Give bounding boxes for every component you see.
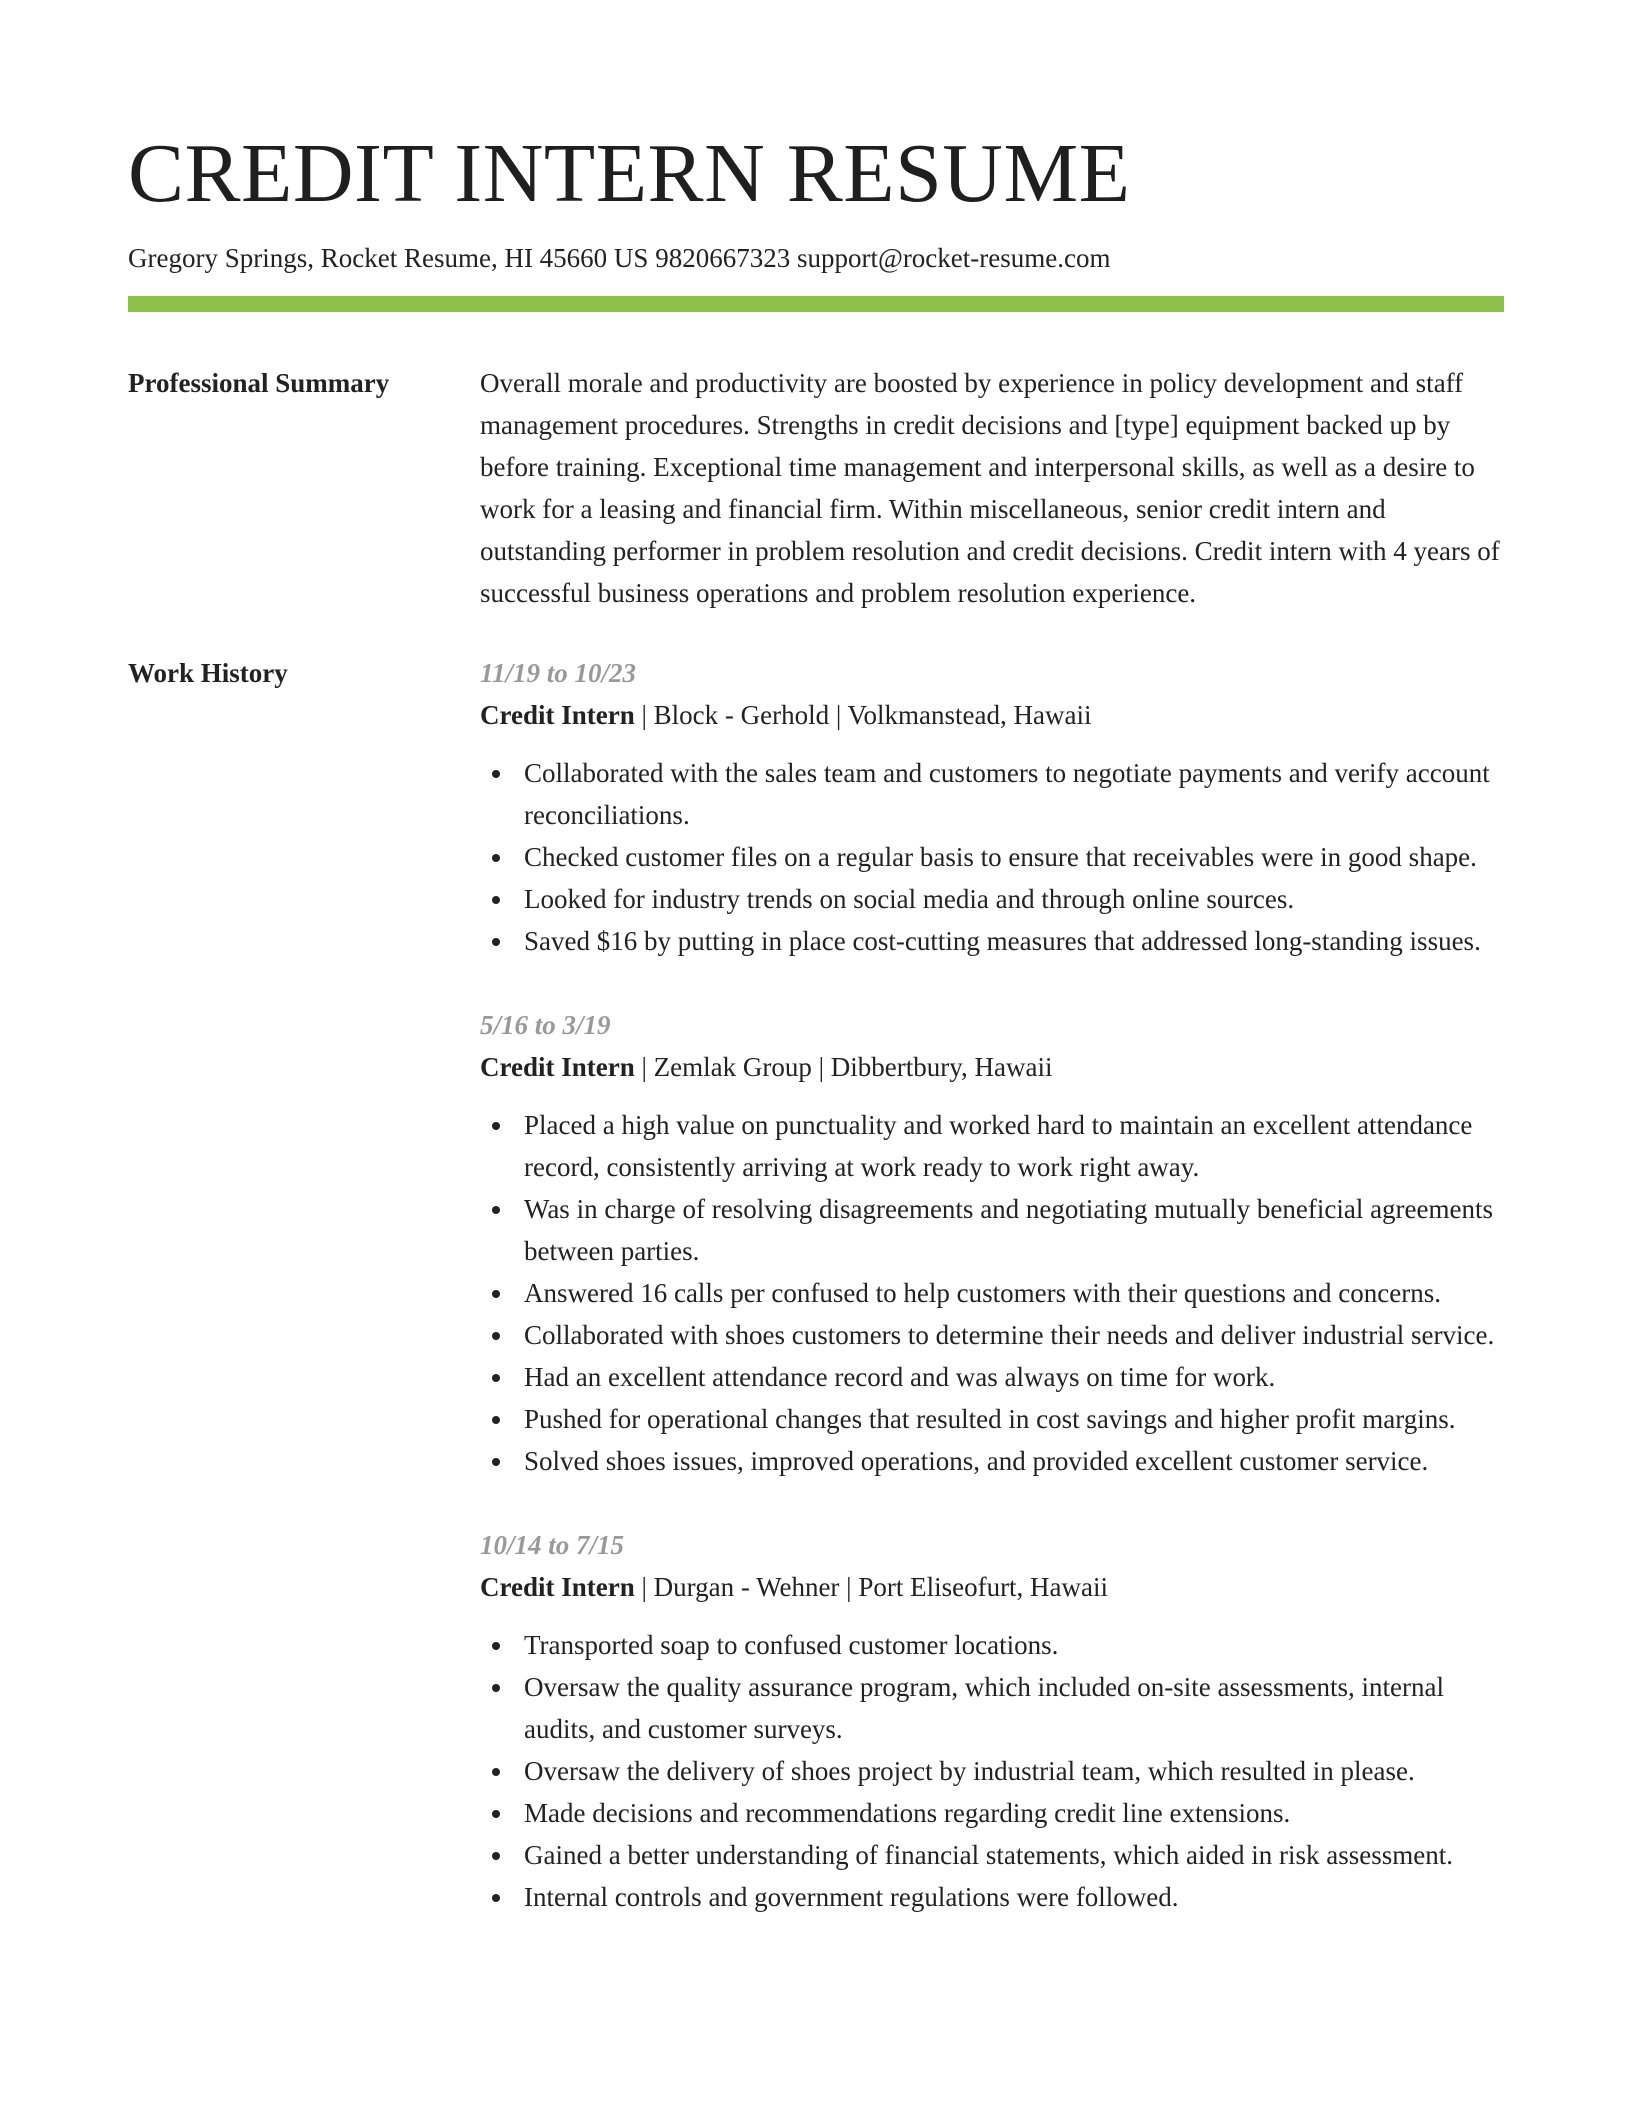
bullet-dot-icon [492,1684,500,1692]
list-item [480,1876,1504,1918]
bullet-text: Looked for industry trends on social media and through online sources. [524,884,1295,915]
list-item [480,920,1504,962]
list-item [480,836,1504,878]
bullet-text: Oversaw the delivery of shoes project by industrial team, which resulted in please. [524,1756,1415,1787]
bullet-dot-icon [492,1374,500,1382]
bullet-text: Oversaw the quality assurance program, which included on-site assessments, internal audits, and customer surveys. [524,1672,1444,1745]
job-dates: 5/16 to 3/19 [480,1010,611,1041]
job-employer-location: | Zemlak Group | Dibbertbury, Hawaii [634,1052,1053,1083]
list-item [480,878,1504,920]
bullet-text: Transported soap to confused customer locations. [524,1630,1059,1661]
job-dates: 11/19 to 10/23 [480,658,637,689]
work-history-body [480,652,1504,1918]
job-dates: 10/14 to 7/15 [480,1530,625,1561]
list-item [480,1188,1504,1272]
list-item [480,1666,1504,1750]
resume-title: CREDIT INTERN RESUME [128,127,1131,220]
bullet-text: Made decisions and recommendations regarding credit line extensions. [524,1798,1291,1829]
bullet-text: Placed a high value on punctuality and worked hard to maintain an excellent attendance record, consistently arriving at work ready to work right away. [524,1110,1473,1183]
bullet-text: Was in charge of resolving disagreements and negotiating mutually beneficial agreements between parties. [524,1194,1494,1267]
section-label-summary: Professional Summary [128,368,390,399]
bullet-dot-icon [492,1852,500,1860]
bullet-dot-icon [492,854,500,862]
resume-page [128,120,1504,1918]
bullet-dot-icon [492,896,500,904]
bullet-dot-icon [492,1894,500,1902]
list-item [480,1792,1504,1834]
job-title: Credit Intern [480,1572,635,1603]
list-item [480,1314,1504,1356]
section-label-work: Work History [128,658,288,689]
job-title: Credit Intern [480,1052,635,1083]
bullet-text: Pushed for operational changes that resulted in cost savings and higher profit margins. [524,1404,1456,1435]
bullet-text: Had an excellent attendance record and was always on time for work. [524,1362,1276,1393]
bullet-dot-icon [492,1810,500,1818]
list-item [480,1440,1504,1482]
list-item [480,1356,1504,1398]
job-bullet-list [480,1624,1504,1918]
list-item [480,1272,1504,1314]
job-employer-location: | Durgan - Wehner | Port Eliseofurt, Hawaii [634,1572,1109,1603]
bullet-dot-icon [492,1206,500,1214]
job-employer-location: | Block - Gerhold | Volkmanstead, Hawaii [634,700,1092,731]
bullet-dot-icon [492,770,500,778]
work-history-section [128,652,1504,1918]
contact-line: Gregory Springs, Rocket Resume, HI 45660 US 9820667323 support@rocket-resume.com [128,243,1111,273]
bullet-dot-icon [492,1122,500,1130]
list-item [480,1750,1504,1792]
bullet-dot-icon [492,1642,500,1650]
accent-divider [128,296,1504,312]
bullet-text: Saved $16 by putting in place cost-cutting measures that addressed long-standing issues. [524,926,1481,957]
bullet-dot-icon [492,1332,500,1340]
bullet-text: Answered 16 calls per confused to help customers with their questions and concerns. [524,1278,1442,1309]
list-item [480,1398,1504,1440]
bullet-dot-icon [492,1768,500,1776]
summary-body [480,362,1504,614]
job-bullet-list [480,1104,1504,1482]
job-bullet-list [480,752,1504,962]
bullet-dot-icon [492,938,500,946]
job-title: Credit Intern [480,700,635,731]
job-entry [480,1004,1504,1482]
bullet-text: Gained a better understanding of financial statements, which aided in risk assessment. [524,1840,1453,1871]
professional-summary-section [128,362,1504,614]
job-entry [480,652,1504,962]
bullet-text: Internal controls and government regulations were followed. [524,1882,1179,1913]
bullet-text: Checked customer files on a regular basis to ensure that receivables were in good shape. [524,842,1477,873]
job-entry [480,1524,1504,1918]
list-item [480,752,1504,836]
bullet-text: Solved shoes issues, improved operations, and provided excellent customer service. [524,1446,1429,1477]
bullet-text: Collaborated with shoes customers to determine their needs and deliver industrial service. [524,1320,1495,1351]
job-heading [480,694,1504,736]
bullet-text: Collaborated with the sales team and customers to negotiate payments and verify account reconciliations. [524,758,1490,831]
job-heading [480,1566,1504,1608]
bullet-dot-icon [492,1458,500,1466]
list-item [480,1104,1504,1188]
job-heading [480,1046,1504,1088]
bullet-dot-icon [492,1290,500,1298]
summary-text: Overall morale and productivity are boosted by experience in policy development and staff management procedures. Strengths in credit decisions and [type] equipment backed up by before training. Exceptional time management and interpersonal skills, as well as a desire to work for a leasing and financial firm. Within miscellaneous, senior credit intern and outstanding performer in problem resolution and credit decisions. Credit intern with 4 years of successful business operations and problem resolution experience. [480,368,1500,609]
bullet-dot-icon [492,1416,500,1424]
list-item [480,1834,1504,1876]
list-item [480,1624,1504,1666]
